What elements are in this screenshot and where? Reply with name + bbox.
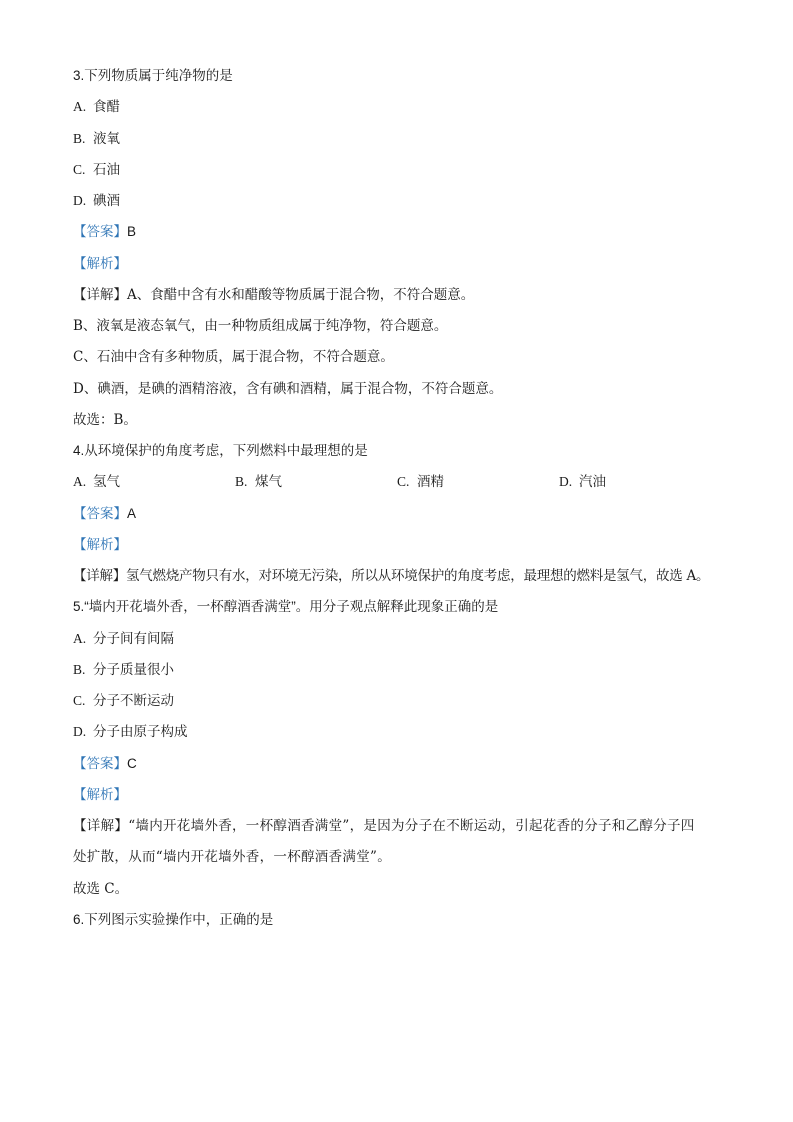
option-text: 氢气	[93, 474, 120, 490]
option-letter: D.	[73, 724, 87, 739]
detail-tag: 【详解】	[73, 568, 126, 584]
q4-analysis-tag	[73, 535, 127, 555]
q5-option-b	[73, 660, 174, 680]
q5-option-d	[73, 722, 188, 742]
detail-text: 氢气燃烧产物只有水，对环境无污染，所以从环境保护的角度考虑，最理想的燃料是氢气，故选 A。	[126, 568, 710, 584]
answer-tag: 【答案】	[73, 224, 127, 239]
option-text: 分子由原子构成	[93, 724, 188, 740]
q5-analysis-tag	[73, 785, 127, 805]
q5-stem: 5.“墙内开花墙外香，一杯醇酒香满堂”。用分子观点解释此现象正确的是	[73, 599, 499, 614]
option-letter: B.	[73, 662, 86, 677]
option-letter: A.	[73, 631, 87, 646]
q5-option-c	[73, 691, 174, 711]
option-text: 分子质量很小	[93, 662, 174, 678]
detail-tag: 【详解】	[73, 287, 127, 303]
option-text: 液氧	[93, 131, 120, 147]
option-text: 分子不断运动	[93, 693, 174, 709]
q4-detail	[73, 566, 709, 586]
q3-stem: 3.下列物质属于纯净物的是	[73, 68, 233, 83]
q3-conclusion: 故选：B。	[73, 412, 137, 428]
option-text: 汽油	[579, 474, 606, 490]
q3-detail-3: C、石油中含有多种物质，属于混合物，不符合题意。	[73, 349, 394, 365]
q3-analysis-tag	[73, 254, 127, 274]
analysis-tag: 【解析】	[73, 256, 127, 271]
q5-detail-1	[73, 816, 695, 836]
q3-option-a	[73, 97, 120, 117]
q4-option-c	[397, 472, 444, 492]
option-text: 碘酒	[93, 193, 120, 209]
option-letter: C.	[73, 162, 86, 177]
option-text: 分子间有间隔	[93, 631, 174, 647]
q4-option-b	[235, 472, 282, 492]
answer-value: A	[127, 506, 137, 521]
answer-value: C	[127, 756, 137, 771]
q3-option-b	[73, 129, 120, 149]
q3-answer	[73, 222, 136, 242]
detail-tag: 【详解】	[73, 818, 129, 834]
option-letter: B.	[235, 474, 248, 489]
q3-option-c	[73, 160, 120, 180]
q3-detail-1	[73, 285, 474, 305]
q5-answer	[73, 754, 137, 774]
q6-stem: 6.下列图示实验操作中，正确的是	[73, 912, 274, 927]
q4-option-a	[73, 472, 120, 492]
q4-stem: 4.从环境保护的角度考虑，下列燃料中最理想的是	[73, 443, 368, 458]
option-letter: D.	[73, 193, 87, 208]
answer-tag: 【答案】	[73, 756, 127, 771]
option-text: 食醋	[93, 99, 120, 115]
q5-detail-2: 处扩散，从而“墙内开花墙外香，一杯醇酒香满堂”。	[73, 849, 392, 865]
option-letter: C.	[397, 474, 410, 489]
q5-option-a	[73, 629, 174, 649]
option-letter: A.	[73, 99, 87, 114]
option-letter: B.	[73, 131, 86, 146]
detail-text: A、食醋中含有水和醋酸等物质属于混合物，不符合题意。	[127, 287, 475, 303]
q3-detail-4: D、碘酒，是碘的酒精溶液，含有碘和酒精，属于混合物，不符合题意。	[73, 381, 503, 397]
option-letter: D.	[559, 474, 573, 489]
option-letter: A.	[73, 474, 87, 489]
option-text: 酒精	[417, 474, 444, 490]
q4-answer	[73, 504, 136, 524]
analysis-tag: 【解析】	[73, 787, 127, 802]
option-letter: C.	[73, 693, 86, 708]
answer-value: B	[127, 224, 137, 239]
q4-option-d	[559, 472, 606, 492]
detail-text: “墙内开花墙外香，一杯醇酒香满堂”，是因为分子在不断运动，引起花香的分子和乙醇分子四	[128, 818, 695, 834]
q3-option-d	[73, 191, 120, 211]
option-text: 石油	[93, 162, 120, 178]
q4-options-row	[73, 472, 753, 492]
option-text: 煤气	[255, 474, 282, 490]
q5-conclusion: 故选 C。	[73, 881, 129, 897]
answer-tag: 【答案】	[73, 506, 127, 521]
analysis-tag: 【解析】	[73, 537, 127, 552]
q3-detail-2: B、液氧是液态氧气，由一种物质组成属于纯净物，符合题意。	[73, 318, 448, 334]
